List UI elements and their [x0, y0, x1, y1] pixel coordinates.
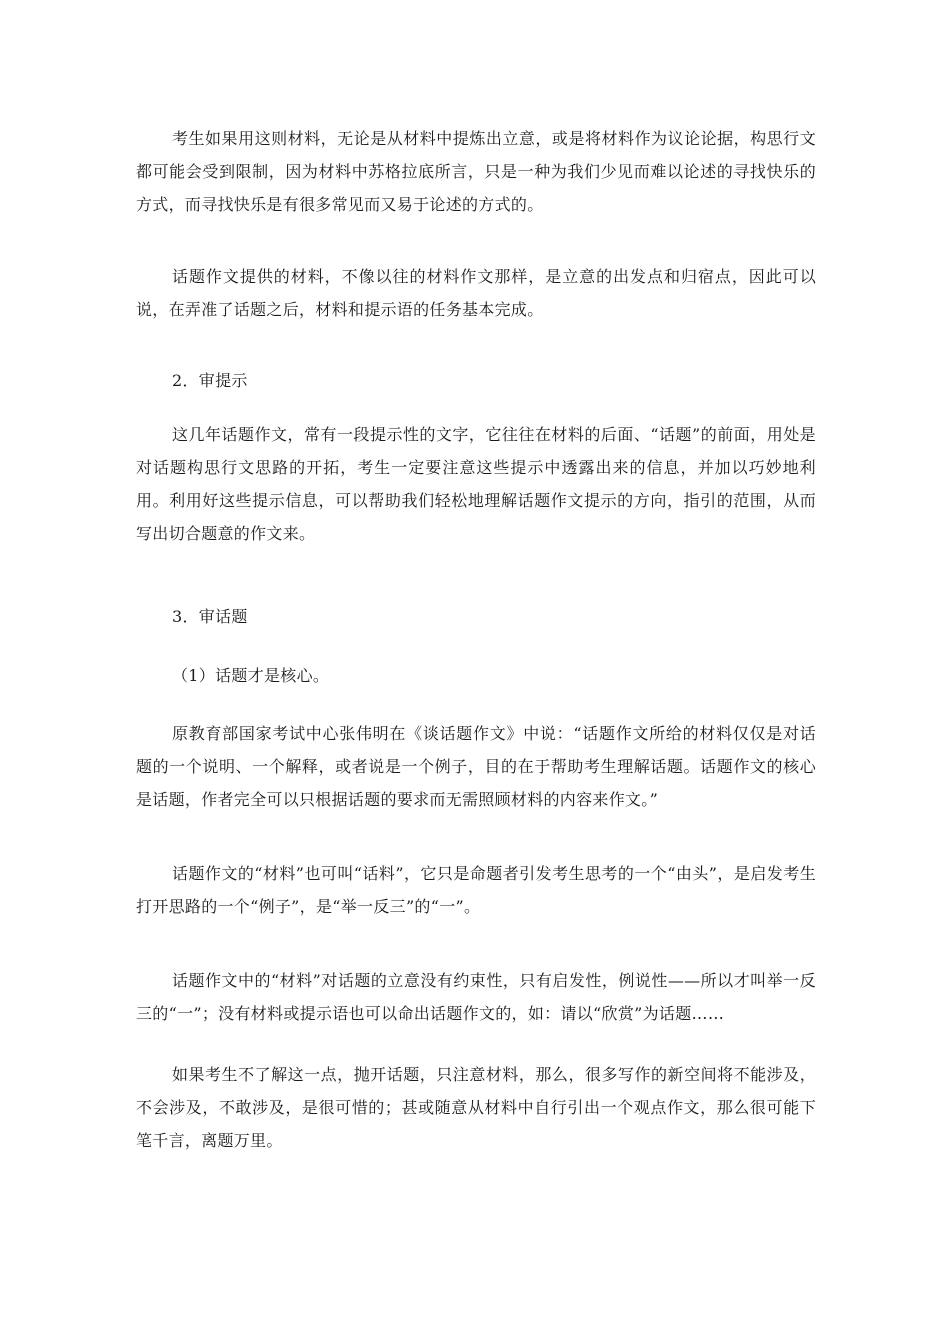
paragraph-material-limits: 考生如果用这则材料，无论是从材料中提炼出立意，或是将材料作为议论论据，构思行文都可能会受到限制，因为材料中苏格拉底所言，只是一种为我们少见而难以论述的寻找快乐的方式，而寻找快乐是有很多常见而又易于论述的方式的。	[136, 129, 816, 214]
paragraph-material-inspirational: 话题作文中的“材料”对话题的立意没有约束性，只有启发性，例说性——所以才叫举一反三的“一”；没有材料或提示语也可以命出话题作文的，如：请以“欣赏”为话题……	[136, 971, 816, 1023]
paragraph-hint-text: 这几年话题作文，常有一段提示性的文字，它往往在材料的后面、“话题”的前面，用处是对话题构思行文思路的开拓，考生一定要注意这些提示中透露出来的信息，并加以巧妙地利用。利用好这些提示信息，可以帮助我们轻松地理解话题作文提示的方向，指引的范围，从而写出切合题意的作文来。	[136, 425, 816, 543]
section-heading-review-topic: 3．审话题	[172, 607, 248, 626]
paragraph-material-role: 话题作文提供的材料，不像以往的材料作文那样，是立意的出发点和归宿点，因此可以说，在弄准了话题之后，材料和提示语的任务基本完成。	[136, 267, 816, 319]
subheading-topic-core: （1）话题才是核心。	[172, 666, 330, 685]
section-heading-review-hints: 2．审提示	[172, 371, 248, 390]
paragraph-off-topic-warning: 如果考生不了解这一点，抛开话题，只注意材料，那么，很多写作的新空间将不能涉及，不会涉及，不敢涉及，是很可惜的；甚或随意从材料中自行引出一个观点作文，那么很可能下笔千言，离题万里。	[136, 1065, 816, 1150]
paragraph-quote-zhang: 原教育部国家考试中心张伟明在《谈话题作文》中说：“话题作文所给的材料仅仅是对话题的一个说明、一个解释，或者说是一个例子，目的在于帮助考生理解话题。话题作文的核心是话题，作者完全可以只根据话题的要求而无需照顾材料的内容来作文。”	[136, 724, 816, 809]
paragraph-material-as-example: 话题作文的“材料”也可叫“话料”，它只是命题者引发考生思考的一个“由头”，是启发考生打开思路的一个“例子”，是“举一反三”的“一”。	[136, 864, 816, 916]
